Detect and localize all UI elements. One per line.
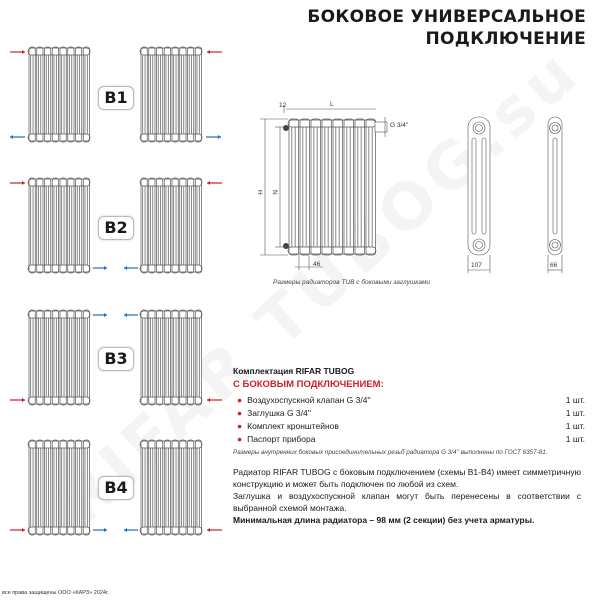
- radiator-right: [140, 47, 202, 142]
- dim-66: 66: [550, 262, 558, 269]
- dim-12: 12: [279, 102, 287, 109]
- bullet-icon: ●: [237, 421, 243, 431]
- side-view-66: [548, 117, 562, 273]
- scheme-label-b4: B4: [98, 476, 134, 500]
- dimension-drawing: [250, 95, 600, 290]
- outlet-arrow-icon: [124, 313, 138, 317]
- kit-item: [233, 433, 585, 446]
- dim-n: N: [271, 190, 278, 195]
- air-vent-icon: [283, 125, 289, 131]
- inlet-arrow-icon: [10, 528, 25, 532]
- kit-note: Размеры внутренних боковых присоединительных резьб радиатора G 3/4'' выполнены по ГОСТ 6357-81.: [233, 449, 548, 456]
- kit-item: [233, 407, 585, 420]
- kit-item: [233, 394, 585, 407]
- title-line-2: ПОДКЛЮЧЕНИЕ: [425, 29, 586, 49]
- front-view-radiator: [283, 119, 376, 255]
- page-title: [307, 6, 586, 50]
- inlet-arrow-icon: [207, 398, 222, 402]
- inlet-arrow-icon: [207, 50, 222, 54]
- dim-h: H: [256, 190, 263, 195]
- bullet-icon: ●: [237, 434, 243, 444]
- dim-107: 107: [471, 262, 482, 269]
- radiator-right: [140, 178, 202, 273]
- radiator-right: [140, 310, 202, 405]
- title-line-1: БОКОВОЕ УНИВЕРСАЛЬНОЕ: [307, 7, 586, 27]
- inlet-arrow-icon: [207, 181, 222, 185]
- kit-item-name: Паспорт прибора: [247, 434, 316, 444]
- kit-list: [233, 394, 585, 446]
- kit-item-name: Заглушка G 3/4'': [247, 408, 311, 418]
- outlet-arrow-icon: [206, 135, 221, 139]
- plug-icon: [283, 243, 289, 249]
- outlet-arrow-icon: [93, 528, 107, 532]
- radiator-left: [28, 178, 90, 273]
- radiator-left: [28, 47, 90, 142]
- kit-item-qty: 1 шт.: [565, 434, 585, 444]
- dim-46: 46: [313, 261, 321, 268]
- side-view-107: [468, 117, 490, 273]
- kit-item-name: Воздухоспускной клапан G 3/4'': [247, 395, 371, 405]
- front-view-sections: [288, 119, 376, 255]
- description-p1: Радиатор RIFAR TUBOG с боковым подключением (схемы B1-B4) имеет симметричную конструкцию и может быть подключен по любой из схем.: [233, 467, 581, 489]
- thread-size: G 3/4'': [390, 122, 409, 129]
- outlet-arrow-icon: [10, 135, 25, 139]
- radiator-left: [28, 310, 90, 405]
- radiator-left: [28, 440, 90, 535]
- kit-item-name: Комплект кронштейнов: [247, 421, 339, 431]
- inlet-arrow-icon: [10, 398, 25, 402]
- dim-l: L: [330, 101, 334, 108]
- inlet-arrow-icon: [10, 181, 25, 185]
- kit-item-qty: 1 шт.: [565, 421, 585, 431]
- outlet-arrow-icon: [124, 528, 138, 532]
- outlet-arrow-icon: [93, 266, 107, 270]
- scheme-label-b3: B3: [98, 347, 134, 371]
- kit-item-qty: 1 шт.: [565, 395, 585, 405]
- description-p2: Заглушка и воздухоспускной клапан могут быть перенесены в соответствии с выбранной схемой монтажа.: [233, 491, 581, 513]
- scheme-label-b2: B2: [98, 216, 134, 240]
- inlet-arrow-icon: [207, 528, 222, 532]
- bullet-icon: ●: [237, 395, 243, 405]
- drawing-caption: Размеры радиаторов TUB с боковыми заглушками: [273, 279, 431, 286]
- scheme-label-b1: B1: [98, 86, 134, 110]
- footer-copyright: все права защищены ООО «КАРЗ» 2024г.: [2, 590, 109, 596]
- outlet-arrow-icon: [124, 266, 138, 270]
- description: [233, 466, 581, 526]
- kit-subtitle: С БОКОВЫМ ПОДКЛЮЧЕНИЕМ:: [233, 379, 384, 390]
- kit-section: [233, 366, 585, 456]
- kit-title: Комплектация RIFAR TUBOG: [233, 366, 355, 376]
- bullet-icon: ●: [237, 408, 243, 418]
- description-p3: Минимальная длина радиатора – 98 мм (2 секции) без учета арматуры.: [233, 515, 535, 525]
- kit-item: [233, 420, 585, 433]
- kit-item-qty: 1 шт.: [565, 408, 585, 418]
- outlet-arrow-icon: [93, 313, 107, 317]
- inlet-arrow-icon: [10, 50, 25, 54]
- radiator-right: [140, 440, 202, 535]
